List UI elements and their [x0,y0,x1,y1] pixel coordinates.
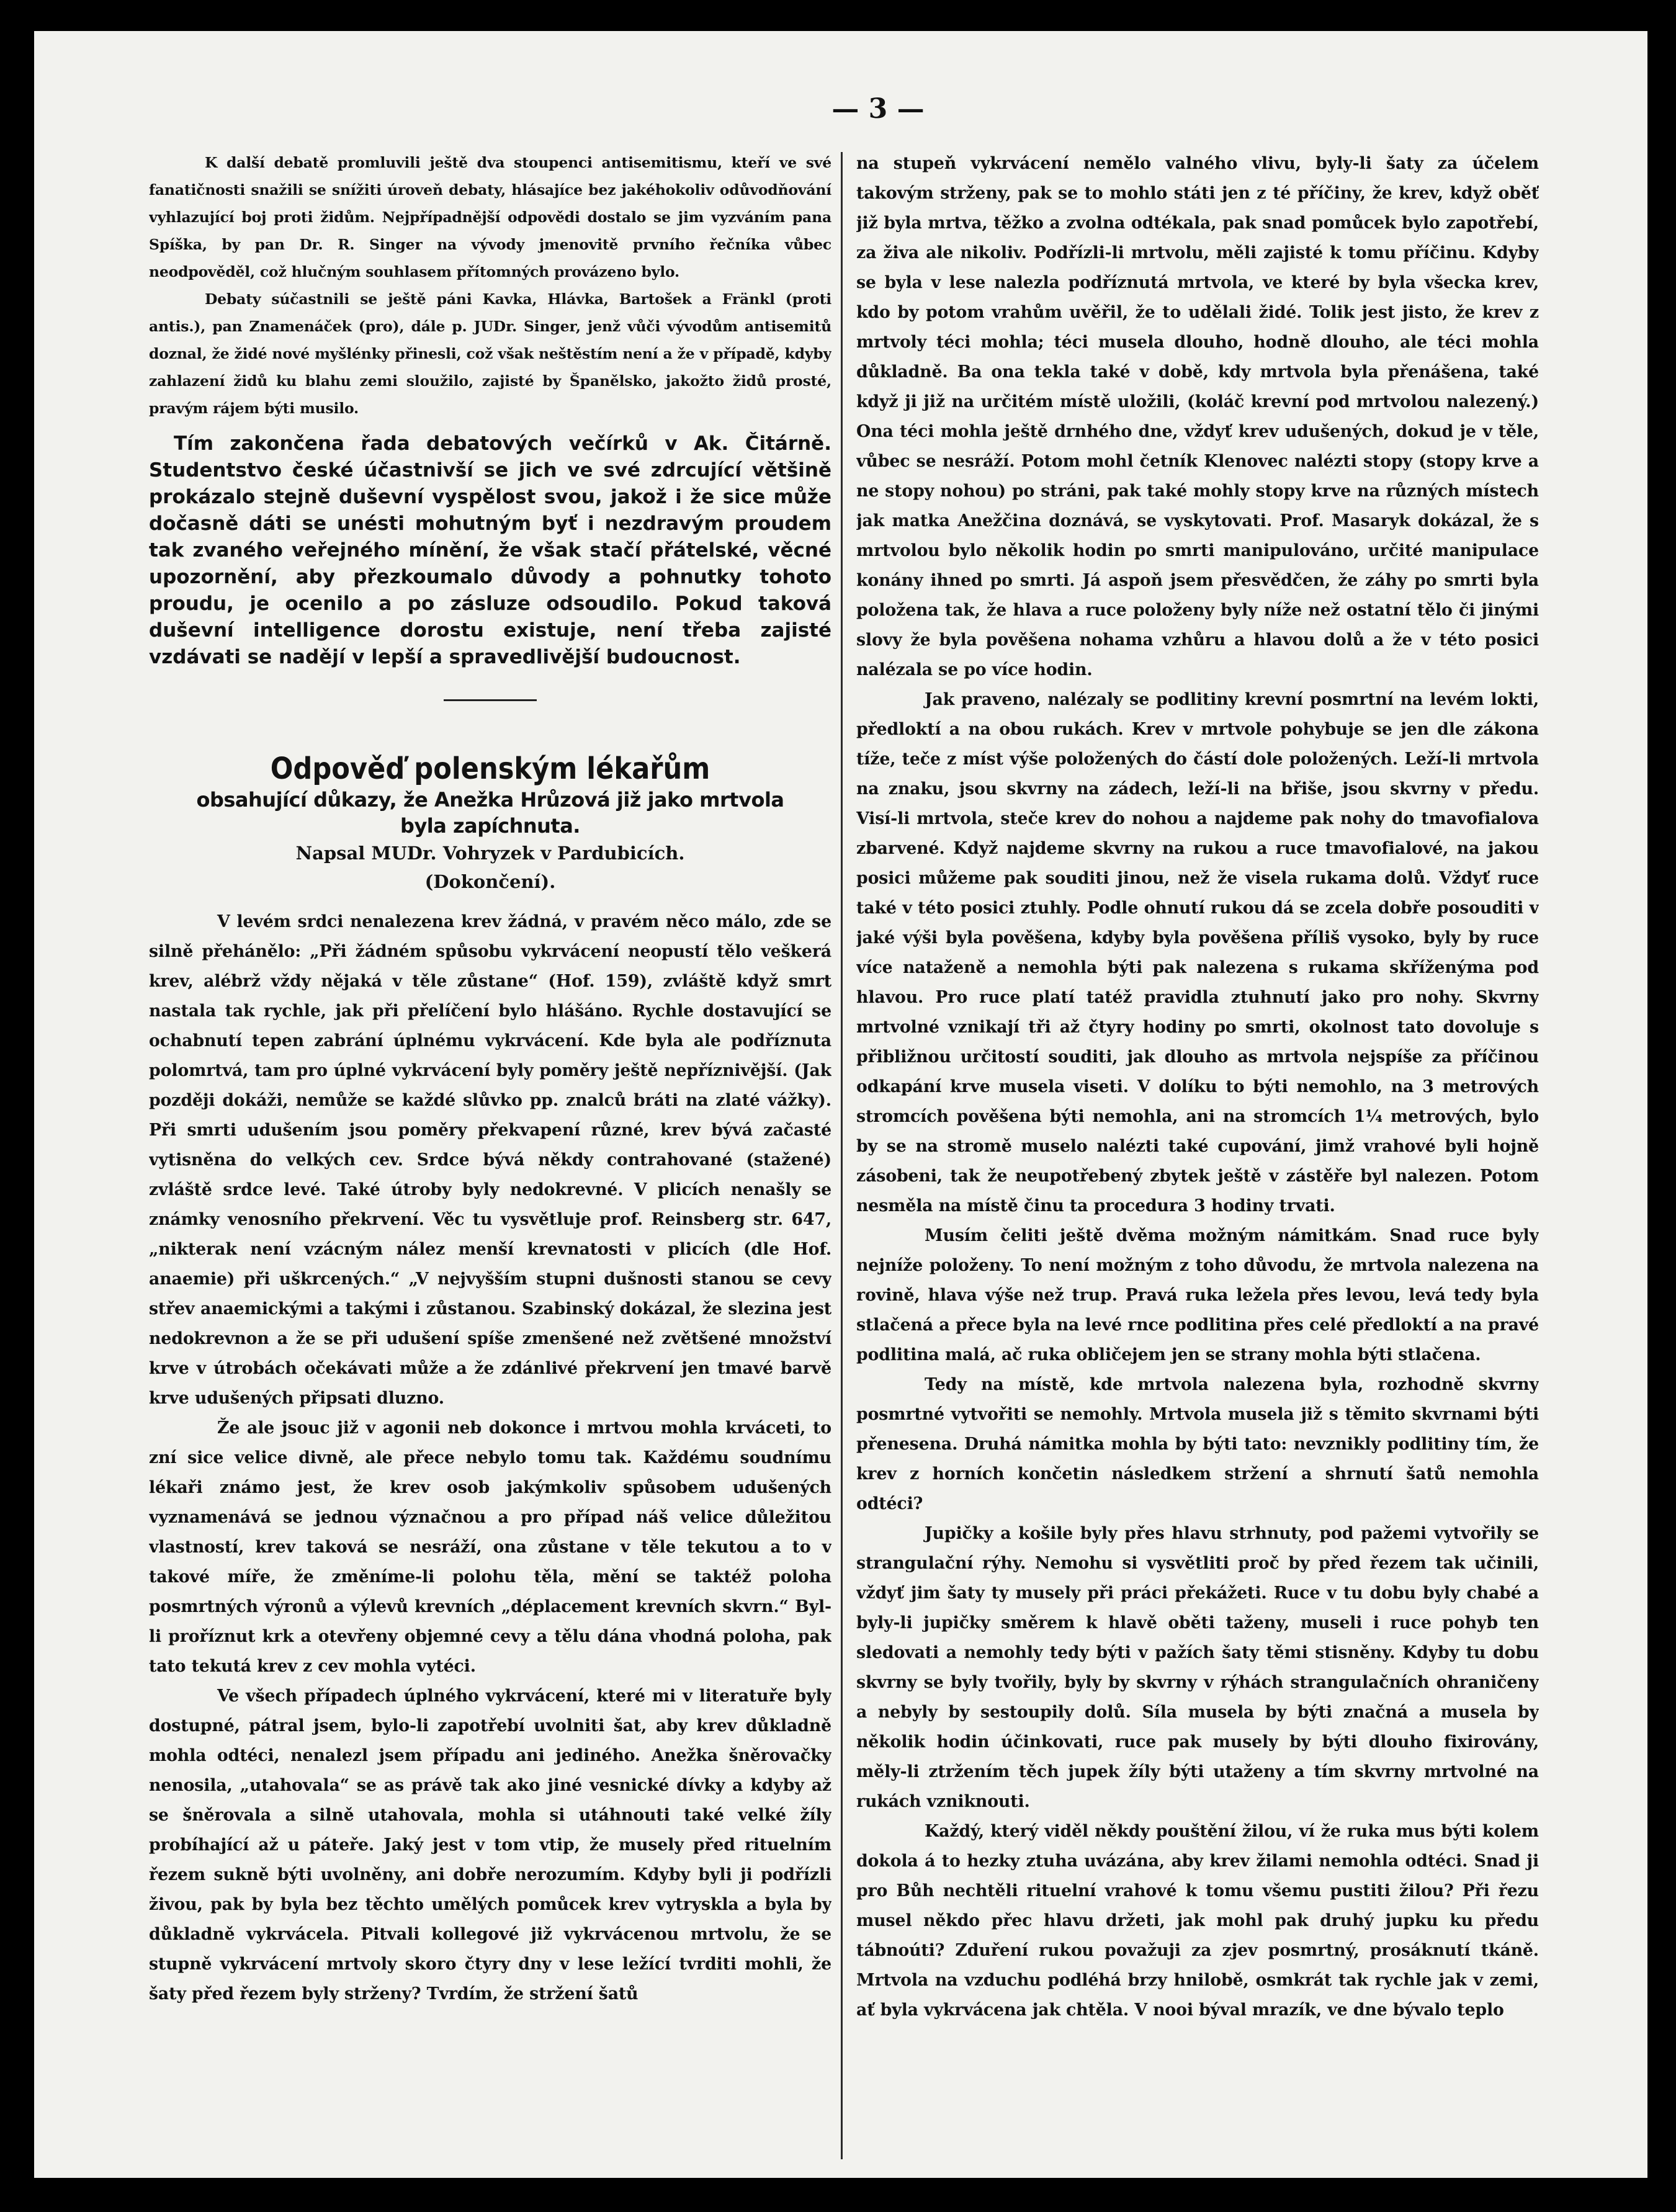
article-subtitle: obsahující důkazy, že Anežka Hrůzová již jako mrtvola [196,788,784,812]
article-paragraph-5: Jak praveno, nalézaly se podlitiny krevní posmrtní na levém lokti, předloktí a na obou rukách. Krev v mrtvole pohybuje se jen dle zákona tíže, teče z míst výše položených do částí dole položených. Leží-li mrtvola na znaku, jsou skvrny na zádech, leží-li na břiše, jsou skvrny v předu. Visí-li mrtvola, steče krev do nohou a najdeme pak nohy do tmavofialova zbarvené. Když najdeme skvrny na rukou a ruce tmavofialové, na jakou posici můžeme pak souditi jinou, než že visela rukama dolů. Vždyť ruce také v této posici ztuhly. Podle ohnutí rukou dá se zcela dobře posouditi v jaké výši byla pověšena, kdyby byla pověšena příliš vysoko, byly by ruce více nataženě a nemohla býti pak nalezena s rukama skříženýma pod hlavou. Pro ruce platí tatéž pravidla ztuhnutí jako pro nohy. Skvrny mrtvolné vznikají tři až čtyry hodiny po smrti, okolnost tato dovoluje s přibližnou určitostí souditi, jak dlouho as mrtvola nejspíše za příčinou odkapání krve musela viseti. V dolíku to býti nemohlo, na 3 metrových stromcích pověšena býti nemohla, ani na stromcích 1¼ metrových, bylo by se na stromě muselo nalézti také cupování, jimž vrahové byli hojně zásobeni, tak že neupotřebený zbytek ještě v zástěře byl nalezen. Potom nesměla na místě činu ta procedura 3 hodiny trvati. [856,690,1539,1216]
article-paragraph-1: V levém srdci nenalezena krev žádná, v pravém něco málo, zde se silně přehánělo: „Při žádném spůsobu vykrvácení neopustí tělo veškerá krev, alébrž vždy nějaká v těle zůstane“ (Hof. 159), zvláště když smrt nastala tak rychle, jak při přelíčení bylo hlášáno. Rychle dostavující se ochabnutí tepen zabrání úplnému vykrvácení. Kde byla ale podříznuta polomrtvá, tam pro úplné vykrvácení byly poměry ještě nepříznivější. (Jak později dokáži, nemůže se každé slůvko pp. znalců bráti na zlaté vážky). Při smrti udušením jsou poměry překvapení různé, krev bývá začasté vytisněna do velkých cev. Srdce bývá někdy contrahované (stažené) zvláště srdce levé. Také útroby byly nedokrevné. V plicích nenašly se známky venosního překrvení. Věc tu vysvětluje prof. Reinsberg str. 647, „nikterak není vzácným nález menší krevnatosti v plicích (dle Hof. anaemie) při uškrcených.“ „V nejvyšším stupni dušnosti stanou se cevy střev anaemickými a takými i zůstanou. Szabinský dokázal, že slezina jest nedokrevnon a že se při udušení spíše zmenšené než zvětšené množství krve v útrobách očekávati může a že zdánlivé překrvení jen tmavé barvě krve udušených připsati dluzno. [149,912,831,1408]
article-paragraph-6: Musím čeliti ještě dvěma možným námitkám. Snad ruce byly nejníže položeny. To není možným z toho důvodu, že mrtvola nalezena na rovině, hlava výše než trup. Pravá ruka ležela přes levou, levá tedy byla stlačená a přece byla na levé rnce podlitina přes celé předloktí a na pravé podlitina malá, ač ruka obličejem jen se strany mohla býti stlačena. [856,1226,1539,1364]
article-paragraph-2: Že ale jsouc již v agonii neb dokonce i mrtvou mohla krváceti, to zní sice velice divně, ale přece nebylo tomu tak. Každému soudnímu lékaři známo jest, že krev osob jakýmkoliv spůsobem udušených vyznamenává se jednou význačnou a pro případ náš velice důležitou vlastností, krev taková se nesráží, ona zůstane v těle tekutou a to v takové míře, že změníme-li polohu těla, mění se taktéž poloha posmrtných výronů a výlevů krevních „déplacement krevních skvrn.“ Byl-li proříznut krk a otevřeny objemné cevy a tělu dána vhodná poloha, pak tato tekutá krev z cev mohla vytéci. [149,1418,831,1676]
left-column [149,149,831,2159]
article-paragraph-9: Každý, který viděl někdy pouštění žilou, ví že ruka mus býti kolem dokola á to hezky ztuha uvázána, aby krev žilami nemohla odtéci. Snad ji pro Bůh nechtěli rituelní vrahové k tomu všemu pustiti žilou? Při řezu musel někdo přec hlavu držeti, jak mohl pak druhý jupku ku předu tábnoúti? Zduření rukou považuji za zjev posmrtný, prosáknutí tkáně. Mrtvola na vzduchu podléhá brzy hnilobě, osmkrát tak rychle jak v zemi, ať byla vykrvácena jak chtěla. V nooi býval mrazík, ve dne bývalo teplo [856,1822,1539,2020]
article-paragraph-7: Tedy na místě, kde mrtvola nalezena byla, rozhodně skvrny posmrtné vytvořiti se nemohly. Mrtvola musela již s těmito skvrnami býti přenesena. Druhá námitka mohla by býti tato: nevznikly podlitiny tím, že krev z horních končetin následkem stržení a shrnutí šatů nemohla odtéci? [856,1375,1539,1513]
article-paragraph-8: Jupičky a košile byly přes hlavu strhnuty, pod pažemi vytvořily se strangulační rýhy. Nemohu si vysvětliti proč by před řezem tak učinili, vždyť jim šaty ty musely při práci překážeti. Ruce v tu dobu byly chabé a byly-li jupičky směrem k hlavě oběti taženy, museli i ruce pohyb ten sledovati a nemohly tedy býti v pažích šaty těmi stisněny. Kdyby tu dobu skvrny se byly tvořily, byly by skvrny v rýhách strangulačních ohraničeny a nebyly by sestoupily dolů. Síla musela by býti značná a musela by několik hodin účinkovati, ruce pak musely by býti dlouho fixirovány, měly-li ztržením těch jupek žíly býti utaženy a tím skvrny mrtvolné na rukách vzniknouti. [856,1524,1539,1811]
article-title: Odpověď polenským lékařům [270,751,710,786]
continuation-note: (Dokončení). [424,871,556,892]
page-number: — 3 — [831,93,925,125]
article-paragraph-3: Ve všech případech úplného vykrvácení, které mi v literatuře byly dostupné, pátral jsem, bylo-li zapotřebí uvolniti šat, aby krev důkladně mohla odtéci, nenalezl jsem případu ani jediného. Anežka šněrovačky nenosila, „utahovala“ se as právě tak ako jiné vesnické dívky a kdyby až se šněrovala a silně utahovala, mohla si utáhnouti také velké žíly probíhající až u páteře. Jaký jest v tom vtip, že musely před rituelním řezem sukně býti uvolněny, ani dobře nerozumím. Kdyby byli ji podřízli živou, pak by byla bez těchto umělých pomůcek krev vytryskla a byla by důkladně vykrvácela. Pitvali kollegové již vykrvácenou mrtvolu, že se stupně vykrvácení mrtvoly skoro čtyry dny v lese ležící tvrditi mohli, že šaty před řezem byly strženy? Tvrdím, že stržení šatů [149,1686,831,2004]
section-divider [444,699,537,701]
article-subtitle-2: byla zapíchnuta. [400,814,580,838]
right-column [856,149,1539,2159]
article-paragraph-4: na stupeň vykrvácení nemělo valného vlivu, byly-li šaty za účelem takovým strženy, pak se to mohlo státi jen z té příčiny, že krev, když oběť již byla mrtva, těžko a zvolna odtékala, pak snad pomůcek bylo zapotřebí, za živa ale nikoliv. Podřízli-li mrtvolu, měli zajisté k tomu příčinu. Kdyby se byla v lese nalezla podříznutá mrtvola, ve které by byla všecka krev, kdo by potom vrahům uvěřil, že to udělali židé. Tolik jest jisto, že krev z mrtvoly téci mohla; téci musela dlouho, hodně dlouho, ale téci mohla důkladně. Ba ona tekla také v době, kdy mrtvola byla přenášena, také když ji již na určitém místě uložili, (koláč krevní pod mrtvolou nalezený.) Ona téci mohla ještě drnhého dne, vždyť krev udušených, dokud je v těle, vůbec se nesráží. Potom mohl četník Klenovec nalézti stopy (stopy krve a ne stopy nohou) po stráni, pak také mohly stopy krve na různých místech jak matka Anežčina doznává, se vyskytovati. Prof. Masaryk dokázal, že s mrtvolou bylo několik hodin po smrti manipulováno, určité manipulace konány ihned po smrti. Já aspoň jsem přesvědčen, že záhy po smrti byla položena tak, že hlava a ruce položeny byly níže než ostatní tělo či jinými slovy že byla pověšena nohama vzhůru a hlavou dolů a že v této posici nalézala se po více hodin. [856,154,1539,679]
newspaper-page [34,31,1647,2178]
debate-paragraph-2: Debaty súčastnili se ještě páni Kavka, Hlávka, Bartošek a Fränkl (proti antis.), pan Znamenáček (pro), dále p. JUDr. Singer, jenž vůči vývodům antisemitů doznal, že židé nové myšlénky přinesli, což však neštěstím není a že v případě, kdyby zahlazení židů ku blahu zemi sloužilo, zajisté by Španělsko, jakožto židů prosté, pravým rájem býti musilo. [149,290,831,417]
article-byline: Napsal MUDr. Vohryzek v Pardubicích. [295,843,685,864]
debate-conclusion: Tím zakončena řada debatových večírků v Ak. Čitárně. Studentstvo české účastnivší se jich ve své zdrcující většině prokázalo stejně duševní vyspělost svou, jakož i že sice může dočasně dáti se unésti mohutným byť i nezdravým proudem tak zvaného veřejného mínění, že však stačí přátelské, věcné upozornění, aby přezkoumalo důvody a pohnutky tohoto proudu, je ocenilo a po zásluze odsoudilo. Pokud taková duševní intelligence dorostu existuje, není třeba zajisté vzdávati se nadějí v lepší a spravedlivější budoucnost. [149,432,831,668]
column-rule [841,152,843,2159]
debate-paragraph-1: K další debatě promluvili ještě dva stoupenci antisemitismu, kteří ve své fanatičnosti snažili se snížiti úroveň debaty, hlásajíce bez jakéhokoliv odůvodňování vyhlazující boj proti židům. Nejpřípadnější odpovědi dostalo se jim vyzváním pana Spíška, by pan Dr. R. Singer na vývody jmenovitě prvního řečníka vůbec neodpověděl, což hlučným souhlasem přítomných provázeno bylo. [149,154,831,280]
